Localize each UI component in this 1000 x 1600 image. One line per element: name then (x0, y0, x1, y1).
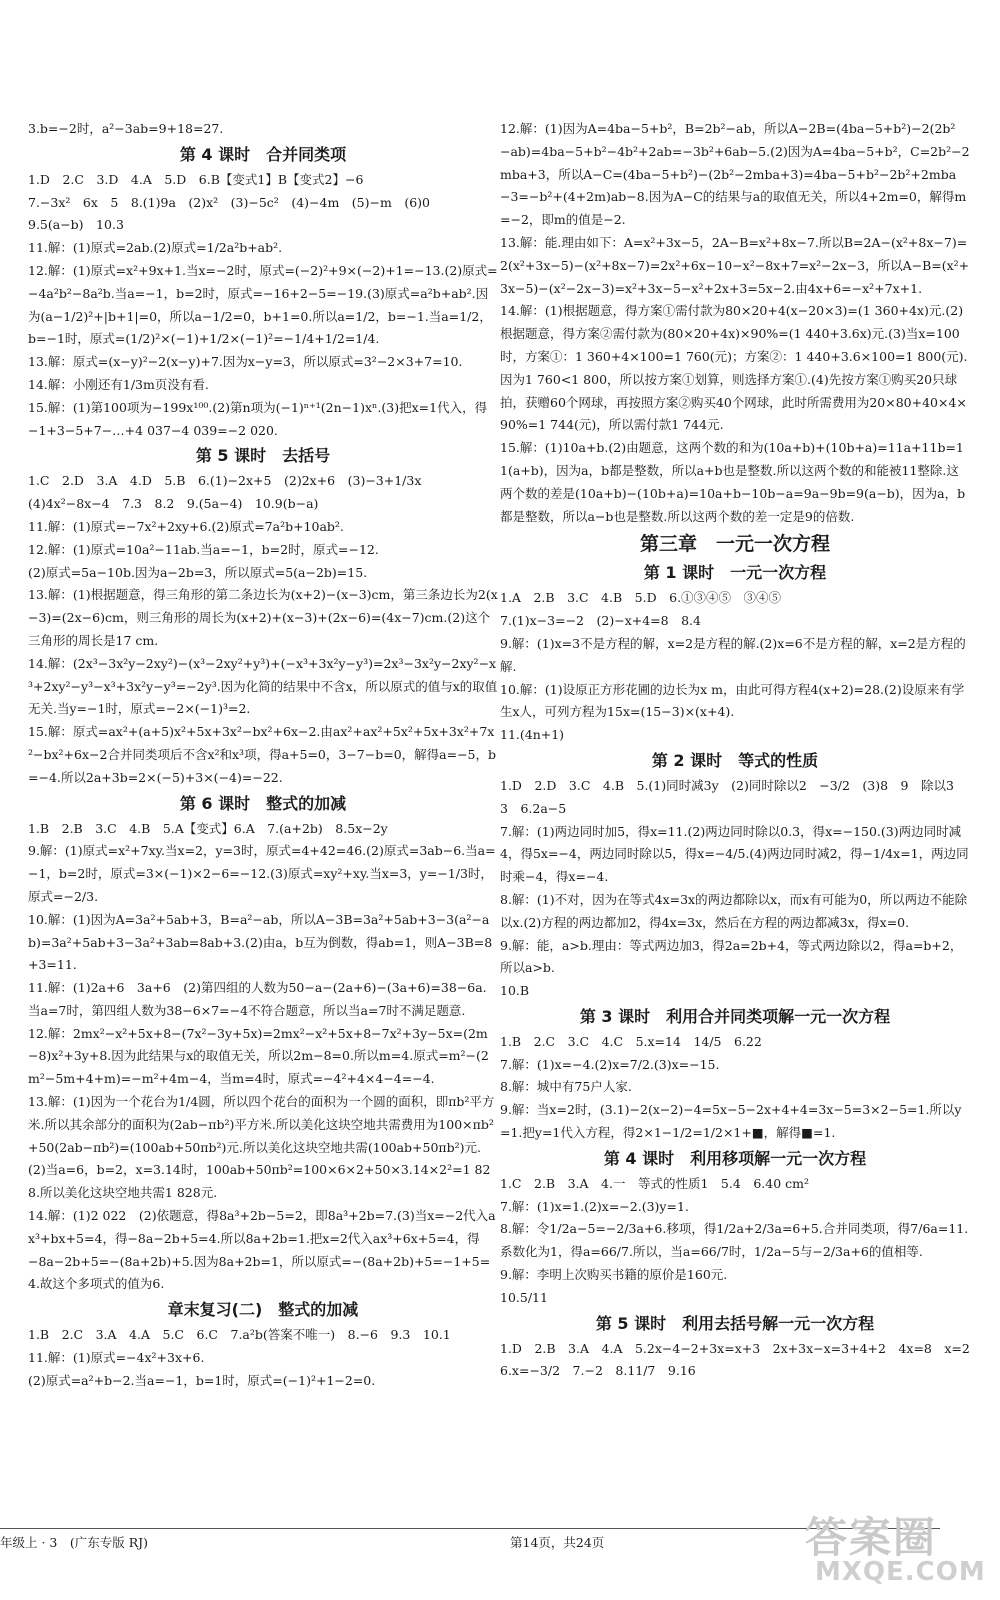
answer-paragraph: (4)4x²−8x−4 7.3 8.2 9.(5a−4) 10.9(b−a) (28, 496, 319, 512)
answer-paragraph: (2)原式=5a−10b.因为a−2b=3，所以原式=5(a−2b)=15. (28, 564, 368, 580)
answer-paragraph: (2)原式=a²+b−2.当a=−1，b=1时，原式=(−1)²+1−2=0. (28, 1372, 376, 1388)
section-heading: 章末复习(二) 整式的加减 (167, 1300, 359, 1320)
footer-page-number: 第14页，共24页 (510, 1535, 605, 1550)
answer-paragraph: 14.解：(2x³−3x²y−2xy²)−(x³−2xy²+y³)+(−x³+3x²y−y³)=2x³−3x²y−2xy²−x³+2xy²−y³−x³+3x²y−y³=−2y³.因为化简的结果中不含x，所以原式的值与x的取值无关.当y=−1时，原式=−2×(−1)³=2. (28, 655, 498, 717)
answer-paragraph: 10.5/11 (500, 1289, 548, 1305)
watermark-logo (805, 1505, 985, 1595)
answer-paragraph: 10.B (500, 983, 530, 999)
answer-paragraph: 1.D 2.C 3.D 4.A 5.D 6.B【变式1】B【变式2】−6 (28, 171, 364, 187)
answer-paragraph: 13.解：能.理由如下：A=x²+3x−5，2A−B=x²+8x−7.所以B=2A−(x²+8x−7)=2(x²+3x−5)−(x²+8x−7)=2x²+6x−10−x²−8x+7=x²−2x−3，所以A−B=(x²+3x−5)−(x²−2x−3)=x²+3x−5−x²+2x+3=5x−2.由4x+6=−x²+7x+1. (500, 234, 970, 296)
answer-paragraph: 11.解：(1)原式=−4x²+3x+6. (28, 1350, 205, 1366)
answer-paragraph: 15.解：(1)第100项为−199x¹⁰⁰.(2)第n项为(−1)ⁿ⁺¹(2n−1)xⁿ.(3)把x=1代入，得−1+3−5+7−…+4 037−4 039=−2 020. (28, 399, 488, 438)
answer-paragraph: 9.解：能，a>b.理由：等式两边加3，得2a=2b+4，等式两边除以2，得a=b+2，所以a>b. (500, 937, 963, 976)
section-heading: 第 5 课时 去括号 (195, 446, 331, 466)
section-heading: 第 4 课时 利用移项解一元一次方程 (603, 1148, 867, 1168)
answer-paragraph: 13.解：原式=(x−y)²−2(x−y)+7.因为x−y=3，所以原式=3²−2×3+7=10. (28, 354, 463, 370)
answer-paragraph: 12.解：2mx²−x²+5x+8−(7x²−3y+5x)=2mx²−x²+5x+8−7x²+3y−5x=(2m−8)x²+3y+8.因为此结果与x的取值无关，所以2m−8=0.所以m=4.原式=m²−(2m²−5m+4+m)=−m²+4m−4，当m=4时，原式=−4²+4×4−4=−4. (28, 1025, 489, 1087)
answer-paragraph: 7.解：(1)两边同时加5，得x=11.(2)两边同时除以0.3，得x=−150.(3)两边同时减4，得5x=−4，两边同时除以5，得x=−4/5.(4)两边同时减2，得−1/4x=1，两边同时乘−4，得x=−4. (500, 823, 969, 885)
answer-paragraph: 7.解：(1)x=1.(2)x=−2.(3)y=1. (500, 1198, 689, 1214)
answer-paragraph: 1.C 2.D 3.A 4.D 5.B 6.(1)−2x+5 (2)2x+6 (3)−3+1/3x (28, 473, 422, 489)
right-column (500, 118, 983, 1383)
answer-paragraph: 1.A 2.B 3.C 4.B 5.D 6.①③④⑤ ③④⑤ (500, 590, 782, 606)
section-heading: 第 1 课时 一元一次方程 (643, 563, 827, 583)
answer-paragraph: 7.−3x² 6x 5 8.(1)9a (2)x² (3)−5c² (4)−4m (5)−m (6)0 (28, 194, 430, 210)
answer-paragraph: 8.解：城中有75户人家. (500, 1079, 632, 1095)
section-heading: 第 4 课时 合并同类项 (179, 144, 347, 164)
answer-paragraph: 7.(1)x−3=−2 (2)−x+4=8 8.4 (500, 613, 701, 629)
answer-paragraph: 9.5(a−b) 10.3 (28, 217, 124, 233)
section-heading: 第 2 课时 等式的性质 (651, 750, 819, 770)
answer-paragraph: 1.B 2.C 3.C 4.C 5.x=14 14/5 6.22 (500, 1033, 762, 1049)
answer-paragraph: 11.解：(1)2a+6 3a+6 (2)第四组的人数为50−a−(2a+6)−(3a+6)=38−6a.当a=7时，第四组人数为38−6×7=−4不符合题意，所以当a=7时不满足题意. (28, 980, 487, 1018)
section-heading: 第 3 课时 利用合并同类项解一元一次方程 (579, 1006, 891, 1026)
watermark-text: 答案圈 (805, 1513, 938, 1562)
answer-paragraph: 15.解：(1)10a+b.(2)由题意，这两个数的和为(10a+b)+(10b+a)=11a+11b=11(a+b)，因为a，b都是整数，所以a+b也是整数.所以这两个数的和能被11整除.这两个数的差是(10a+b)−(10b+a)=10a+b−10b−a=9a−9b=9(a−b)，因为a，b都是整数，所以a−b也是整数.所以这两个数的差一定是9的倍数. (500, 440, 966, 524)
answer-paragraph: 10.解：(1)因为A=3a²+5ab+3，B=a²−ab，所以A−3B=3a²+5ab+3−3(a²−ab)=3a²+5ab+3−3a²+3ab=8ab+3.(2)由a，b互为倒数，得ab=1，则A−3B=8+3=11. (28, 911, 493, 973)
answer-paragraph: 14.解：(1)根据题意，得方案①需付款为80×20+4(x−20×3)=(1 360+4x)元.(2)根据题意，得方案②需付款为(80×20+4x)×90%=(1 440+3.6x)元.(3)当x=100时，方案①：1 360+4×100=1 760(元)；方案②：1 440+3.6×100=1 800(元).因为1 760<1 800，所以按方案①划算，则选择方案①.(4)先按方案①购买20只球拍，获赠60个网球，再按照方案②购买40个网球，此时所需费用为20×80+40×4×90%=1 744(元)，所以需付款1 744元. (500, 303, 968, 433)
answer-paragraph: 9.解：李明上次购买书籍的原价是160元. (500, 1267, 728, 1283)
watermark-url: MXQE.COM (815, 1557, 986, 1587)
section-heading: 第三章 一元一次方程 (639, 533, 830, 556)
answer-paragraph: 12.解：(1)原式=10a²−11ab.当a=−1，b=2时，原式=−12. (28, 541, 379, 557)
answer-paragraph: 14.解：(1)2 022 (2)依题意，得8a³+2b−5=2，即8a³+2b=7.(3)当x=−2代入ax³+bx+5=4，得−8a−2b+5=4.所以8a+2b=1.把x=2代入ax³+6x+5=4，得−8a−2b+5=−(8a+2b)+5.因为8a+2b=1，所以原式=−(8a+2b)+5=−1+5=4.故这个多项式的值为6. (28, 1208, 496, 1292)
answer-paragraph: 13.解：(1)因为一个花台为1/4圆，所以四个花台的面积为一个圆的面积，即πb²平方米.所以其余部分的面积为(2ab−πb²)平方米.所以美化这块空地共需费用为100×πb²+50(2ab−πb²)=(100ab+50πb²)元.所以美化这块空地共需(100ab+50πb²)元.(2)当a=6，b=2，x=3.14时，100ab+50πb²=100×6×2+50×3.14×2²=1 828.所以美化这块空地共需1 828元. (28, 1094, 495, 1201)
answer-paragraph: 11.(4n+1) (500, 727, 565, 743)
answer-paragraph: 3.b=−2时，a²−3ab=9+18=27. (28, 121, 224, 136)
answer-paragraph: 13.解：(1)根据题意，得三角形的第二条边长为(x+2)−(x−3)cm，第三条边长为2(x−3)=(2x−6)cm，则三角形的周长为(x+2)+(x−3)+(2x−6)=(4x−7)cm.(2)这个三角形的周长是17 cm. (28, 587, 498, 648)
left-column (28, 118, 498, 1393)
answer-paragraph: 12.解：(1)因为A=4ba−5+b²，B=2b²−ab，所以A−2B=(4ba−5+b²)−2(2b²−ab)=4ba−5+b²−4b²+2ab=−3b²+6ab−5.(2)因为A=4ba−5+b²，C=2b²−2mba+3，所以A−C=(4ba−5+b²)−(2b²−2mba+3)=4ba−5+b²−2b²+2mba−3=−b²+(4+2m)ab−8.因为A−C的结果与a的取值无关，所以4+2m=0，解得m=−2，即m的值是−2. (500, 121, 970, 228)
answer-paragraph: 9.解：当x=2时，(3.1)−2(x−2)−4=5x−5−2x+4+4=3x−5=3×2−5=1.所以y=1.把y=1代入方程，得2×1−1/2=1/2×1+■，解得■=1. (500, 1102, 962, 1141)
answer-paragraph: 1.B 2.C 3.A 4.A 5.C 6.C 7.a²b(答案不唯一) 8.−6 9.3 10.1 (28, 1327, 451, 1343)
answer-paragraph: 11.解：(1)原式=2ab.(2)原式=1/2a²b+ab². (28, 240, 283, 256)
answer-paragraph: 10.解：(1)设原正方形花圃的边长为x m，由此可得方程4(x+2)=28.(2)设原来有学生x人，可列方程为15x=(15−3)×(x+4). (500, 681, 965, 720)
answer-paragraph: 1.D 2.B 3.A 4.A 5.2x−4−2+3x=x+3 2x+3x−x=3+4+2 4x=8 x=2 6.x=−3/2 7.−2 8.11/7 9.16 (500, 1340, 983, 1379)
answer-paragraph: 11.解：(1)原式=−7x²+2xy+6.(2)原式=7a²b+10ab². (28, 518, 344, 534)
section-heading: 第 6 课时 整式的加减 (179, 793, 347, 813)
answer-paragraph: 12.解：(1)原式=x²+9x+1.当x=−2时，原式=(−2)²+9×(−2)+1=−13.(2)原式=−4a²b²−8a²b.当a=−1，b=2时，原式=−16+2−5=−19.(3)原式=a²b+ab².因为(a−1/2)²+|b+1|=0，所以a−1/2=0，b+1=0.所以a=1/2，b=−1.当a=1/2，b=−1时，原式=(1/2)²×(−1)+1/2×(−1)²=−1/4+1/2=1/4. (28, 262, 498, 347)
answer-paragraph: 8.解：令1/2a−5=−2/3a+6.移项，得1/2a+2/3a=6+5.合并同类项，得7/6a=11.系数化为1，得a=66/7.所以，当a=66/7时，1/2a−5与−2/3a+6的值相等. (500, 1221, 969, 1260)
answer-paragraph: 1.D 2.D 3.C 4.B 5.(1)同时减3y (2)同时除以2 −3/2 (3)8 9 除以3 3 6.2a−5 (500, 777, 967, 816)
answer-paragraph: 14.解：小刚还有1/3m页没有看. (28, 376, 209, 392)
footer-book-label: 年级上 · 3 (广东专版 RJ) (0, 1535, 149, 1550)
answer-paragraph: 1.C 2.B 3.A 4.一 等式的性质1 5.4 6.40 cm² (500, 1175, 809, 1191)
answer-paragraph: 1.B 2.B 3.C 4.B 5.A【变式】6.A 7.(a+2b) 8.5x−2y (28, 820, 388, 836)
footer-rule (0, 1528, 940, 1529)
answer-paragraph: 15.解：原式=ax²+(a+5)x²+5x+3x²−bx²+6x−2.由ax²+ax²+5x²+5x+3x²+7x²−bx²+6x−2合并同类项后不含x²和x³项，得a+5=0，3−7−b=0，解得a=−5，b=−4.所以2a+3b=2×(−5)+3×(−4)=−22. (28, 724, 497, 785)
section-heading: 第 5 课时 利用去括号解一元一次方程 (595, 1313, 875, 1333)
answer-paragraph: 7.解：(1)x=−4.(2)x=7/2.(3)x=−15. (500, 1056, 720, 1072)
answer-paragraph: 9.解：(1)原式=x²+7xy.当x=2，y=3时，原式=4+42=46.(2)原式=3ab−6.当a=−1，b=2时，原式=3×(−1)×2−6=−12.(3)原式=xy²+xy.当x=3，y=−1/3时，原式=−2/3. (28, 843, 496, 904)
answer-paragraph: 9.解：(1)x=3不是方程的解，x=2是方程的解.(2)x=6不是方程的解，x=2是方程的解. (500, 635, 966, 674)
answer-paragraph: 8.解：(1)不对，因为在等式4x=3x的两边都除以x，而x有可能为0，所以两边不能除以x.(2)方程的两边都加2，得4x=3x，然后在方程的两边都减3x，得x=0. (500, 891, 968, 930)
